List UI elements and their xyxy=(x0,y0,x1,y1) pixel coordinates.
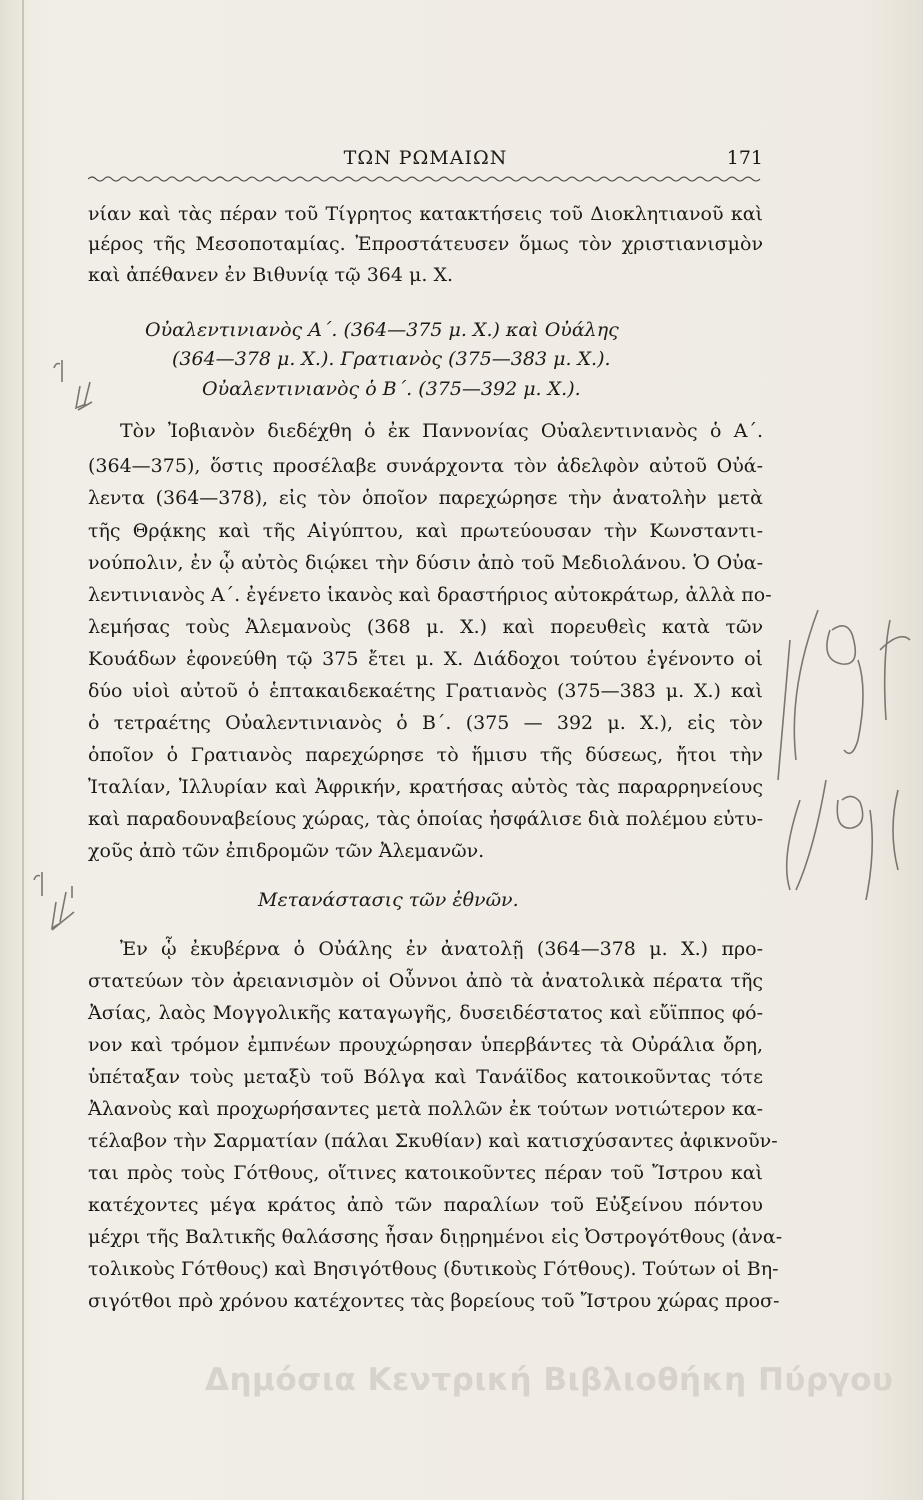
library-watermark: Δημόσια Κεντρική Βιβλιοθήκη Πύργου xyxy=(205,1362,894,1398)
section-heading-line: (364—378 μ. Χ.). Γρατιανὸς (375—383 μ. Χ.). xyxy=(172,348,611,370)
text-line: Ἀσίας, λαὸς Μογγολικῆς καταγωγῆς, δυσειδέστατος καὶ εὔϊππος φό- xyxy=(88,1002,763,1024)
text-line: σιγότθοι πρὸ χρόνου κατέχοντες τὰς βορείους τοῦ Ἴστρου χώρας προσ- xyxy=(88,1290,780,1312)
page-edge xyxy=(22,0,24,1500)
text-line: Ἐν ᾧ ἐκυβέρνα ὁ Οὐάλης ἐν ἀνατολῇ (364—378 μ. Χ.) προ- xyxy=(120,938,763,960)
text-line: τῆς Θρᾴκης καὶ τῆς Αἰγύπτου, καὶ πρωτεύουσαν τὴν Κωνσταντι- xyxy=(88,520,763,542)
text-line: χοῦς ἀπὸ τῶν ἐπιδρομῶν τῶν Ἀλεμανῶν. xyxy=(88,840,485,862)
text-line: στατεύων τὸν ἀρειανισμὸν οἱ Οὖννοι ἀπὸ τὰ ἀνατολικὰ πέρατα τῆς xyxy=(88,970,763,992)
text-line: δύο υἱοὶ αὐτοῦ ὁ ἑπτακαιδεκαέτης Γρατιανὸς (375—383 μ. Χ.) καὶ xyxy=(88,680,763,702)
text-line: ὁποῖον ὁ Γρατιανὸς παρεχώρησε τὸ ἥμισυ τῆς δύσεως, ἤτοι τὴν xyxy=(88,744,763,766)
text-line: (364—375), ὅστις προσέλαβε συνάρχοντα τὸν ἀδελφὸν αὐτοῦ Οὐά- xyxy=(88,455,763,477)
text-line: μέχρι τῆς Βαλτικῆς θαλάσσης ἦσαν διῃρημένοι εἰς Ὀστρογότθους (ἀνα- xyxy=(88,1226,783,1248)
margin-pencil-mark xyxy=(20,330,130,440)
text-line: τέλαβον τὴν Σαρματίαν (πάλαι Σκυθίαν) καὶ κατισχύσαντες ἀφικνοῦν- xyxy=(88,1130,778,1152)
text-line: καὶ ἀπέθανεν ἐν Βιθυνίᾳ τῷ 364 μ. Χ. xyxy=(88,264,454,286)
section-heading-line: Οὐαλεντινιανὸς Α΄. (364—375 μ. Χ.) καὶ Οὐάλης xyxy=(145,319,619,341)
page-number: 171 xyxy=(726,147,763,169)
text-line: ται πρὸς τοὺς Γότθους, οἵτινες κατοικοῦντες πέραν τοῦ Ἴστρου καὶ xyxy=(88,1162,763,1184)
text-line: κατέχοντες μέγα κράτος ἀπὸ τῶν παραλίων τοῦ Εὐξείνου πόντου xyxy=(88,1194,763,1216)
margin-signature xyxy=(760,570,923,900)
text-line: λεντα (364—378), εἰς τὸν ὁποῖον παρεχώρησε τὴν ἀνατολὴν μετὰ xyxy=(88,487,763,509)
text-line: νίαν καὶ τὰς πέραν τοῦ Τίγρητος κατακτήσεις τοῦ Διοκλητιανοῦ καὶ xyxy=(88,203,763,225)
text-line: Κουάδων ἐφονεύθη τῷ 375 ἔτει μ. Χ. Διάδοχοι τούτου ἐγένοντο οἱ xyxy=(88,648,763,670)
text-line: λεμήσας τοὺς Ἀλεμανοὺς (368 μ. Χ.) καὶ πορευθεὶς κατὰ τῶν xyxy=(88,616,763,638)
text-line: νούπολιν, ἐν ᾧ αὐτὸς διῴκει τὴν δύσιν ἀπὸ τοῦ Μεδιολάνου. Ὁ Οὐα- xyxy=(88,552,763,574)
margin-pencil-mark xyxy=(20,848,130,958)
text-line: λεντινιανὸς Α΄. ἐγένετο ἱκανὸς καὶ δραστήριος αὐτοκράτωρ, ἀλλὰ πο- xyxy=(88,584,772,606)
text-line: ὑπέταξαν τοὺς μεταξὺ τοῦ Βόλγα καὶ Τανάϊδος κατοικοῦντας τότε xyxy=(88,1066,763,1088)
text-line: μέρος τῆς Μεσοποταμίας. Ἐπροστάτευσεν ὅμως τὸν χριστιανισμὸν xyxy=(88,233,763,255)
text-line: Ἰταλίαν, Ἰλλυρίαν καὶ Ἀφρικήν, κρατήσας αὐτὸς τὰς παραρρηνείους xyxy=(88,776,763,798)
text-line: νον καὶ τρόμον ἐμπνέων προυχώρησαν ὑπερβάντες τὰ Οὐράλια ὄρη, xyxy=(88,1034,763,1056)
page-header xyxy=(88,145,763,175)
text-line: Τὸν Ἰοβιανὸν διεδέχθη ὁ ἐκ Παννονίας Οὐαλεντινιανὸς ὁ Α΄. xyxy=(120,420,763,442)
text-line: Ἀλανοὺς καὶ προχωρήσαντες μετὰ πολλῶν ἐκ τούτων νοτιώτερον κα- xyxy=(88,1098,763,1120)
section-heading-line: Οὐαλεντινιανὸς ὁ Β΄. (375—392 μ. Χ.). xyxy=(202,378,581,400)
wavy-header-rule xyxy=(88,174,763,184)
running-head: ΤΩΝ ΡΩΜΑΙΩΝ xyxy=(343,147,508,169)
text-line: τολικοὺς Γότθους) καὶ Βησιγότθους (δυτικοὺς Γότθους). Τούτων οἱ Βη- xyxy=(88,1258,779,1280)
text-line: ὁ τετραέτης Οὐαλεντινιανὸς ὁ Β΄. (375 — 392 μ. Χ.), εἰς τὸν xyxy=(88,712,763,734)
subheading: Μετανάστασις τῶν ἐθνῶν. xyxy=(258,889,519,911)
text-line: καὶ παραδουναβείους χώρας, τὰς ὁποίας ἠσφάλισε διὰ πολέμου εὐτυ- xyxy=(88,808,763,830)
